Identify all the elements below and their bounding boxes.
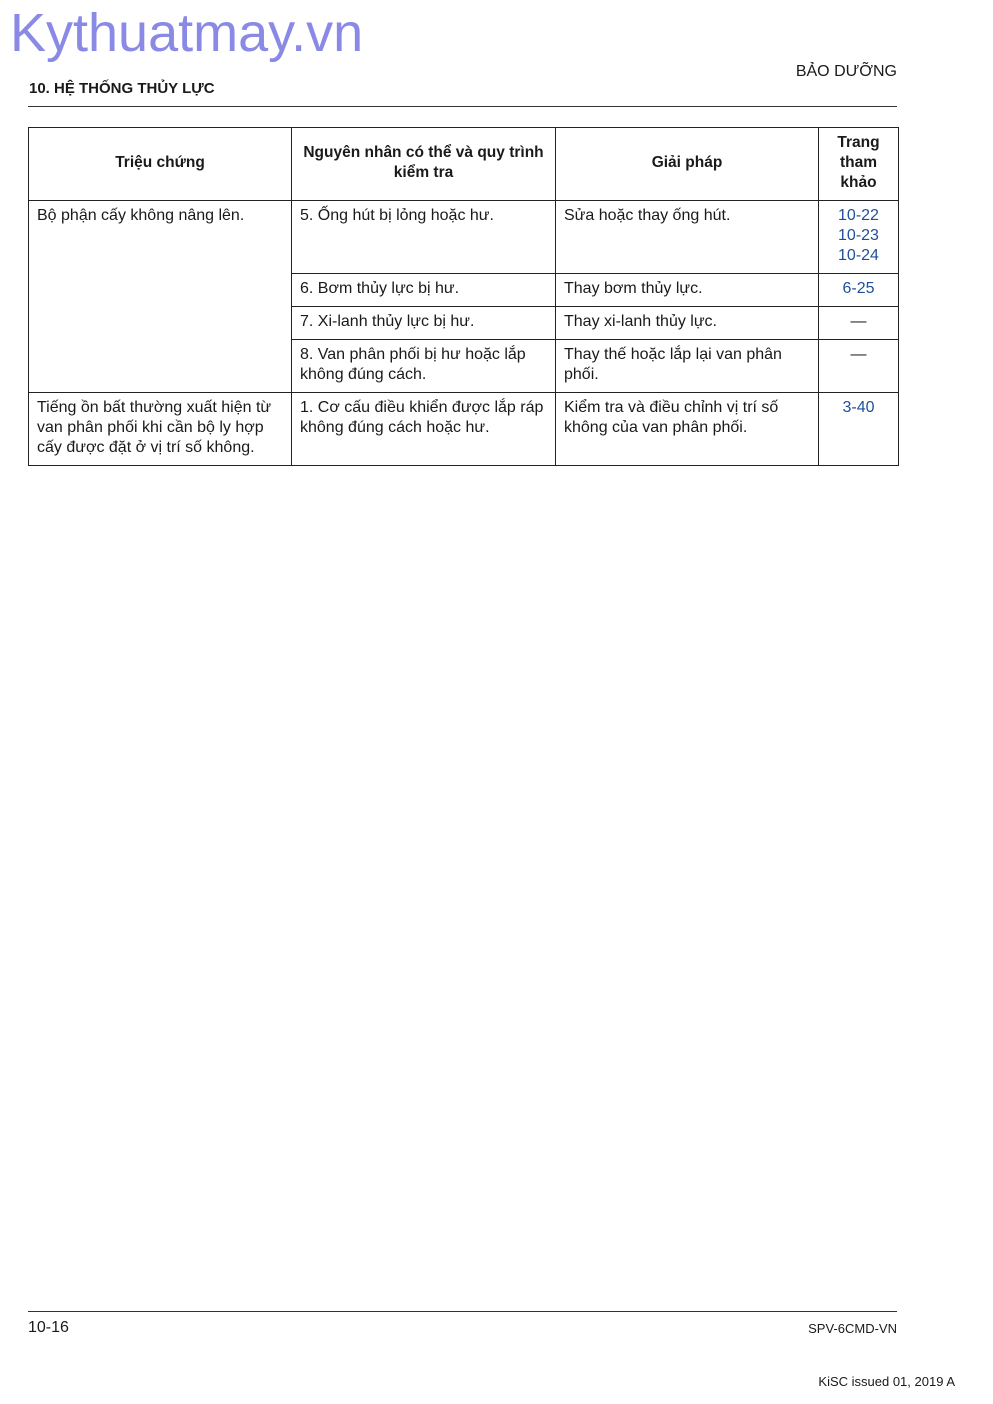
- reference-link[interactable]: 3-40: [842, 399, 875, 416]
- solution-cell: Kiểm tra và điều chỉnh vị trí số không của van phân phối.: [556, 393, 819, 466]
- symptom-cell: Bộ phận cấy không nâng lên.: [29, 201, 292, 393]
- header-divider: [28, 106, 897, 107]
- table-row: [29, 393, 899, 466]
- watermark-logo-text: Kythuatmay.vn: [10, 3, 364, 63]
- reference-link[interactable]: 10-22: [838, 207, 879, 224]
- section-title: 10. HỆ THỐNG THỦY LỰC: [29, 80, 215, 97]
- solution-cell: Sửa hoặc thay ống hút.: [556, 201, 819, 274]
- footer-divider: [28, 1311, 897, 1312]
- document-code: SPV-6CMD-VN: [808, 1321, 897, 1336]
- header-solution: Giải pháp: [556, 128, 819, 201]
- issue-info: KiSC issued 01, 2019 A: [818, 1374, 955, 1389]
- reference-cell: [819, 201, 899, 274]
- table-row: [29, 201, 899, 274]
- solution-cell: Thay xi-lanh thủy lực.: [556, 307, 819, 340]
- cause-cell: 1. Cơ cấu điều khiển được lắp ráp không đúng cách hoặc hư.: [292, 393, 556, 466]
- header-cause: Nguyên nhân có thể và quy trình kiểm tra: [292, 128, 556, 201]
- reference-link[interactable]: 10-24: [838, 247, 879, 264]
- troubleshooting-table: [28, 127, 899, 466]
- header-reference: Trang tham khảo: [819, 128, 899, 201]
- page-number: 10-16: [28, 1319, 69, 1336]
- solution-cell: Thay bơm thủy lực.: [556, 274, 819, 307]
- reference-cell: [819, 307, 899, 340]
- cause-cell: 7. Xi-lanh thủy lực bị hư.: [292, 307, 556, 340]
- table-header-row: [29, 128, 899, 201]
- reference-cell: [819, 393, 899, 466]
- reference-link[interactable]: 6-25: [842, 280, 875, 297]
- reference-link[interactable]: 10-23: [838, 227, 879, 244]
- reference-cell: [819, 340, 899, 393]
- cause-cell: 8. Van phân phối bị hư hoặc lắp không đúng cách.: [292, 340, 556, 393]
- solution-cell: Thay thế hoặc lắp lại van phân phối.: [556, 340, 819, 393]
- cause-cell: 6. Bơm thủy lực bị hư.: [292, 274, 556, 307]
- header-category: BẢO DƯỠNG: [795, 63, 897, 80]
- symptom-cell: Tiếng ồn bất thường xuất hiện từ van phân phối khi cần bộ ly hợp cấy được đặt ở vị trí số không.: [29, 393, 292, 466]
- reference-none: —: [850, 346, 867, 363]
- cause-cell: 5. Ống hút bị lỏng hoặc hư.: [292, 201, 556, 274]
- reference-none: —: [850, 313, 867, 330]
- header-symptom: Triệu chứng: [29, 128, 292, 201]
- reference-cell: [819, 274, 899, 307]
